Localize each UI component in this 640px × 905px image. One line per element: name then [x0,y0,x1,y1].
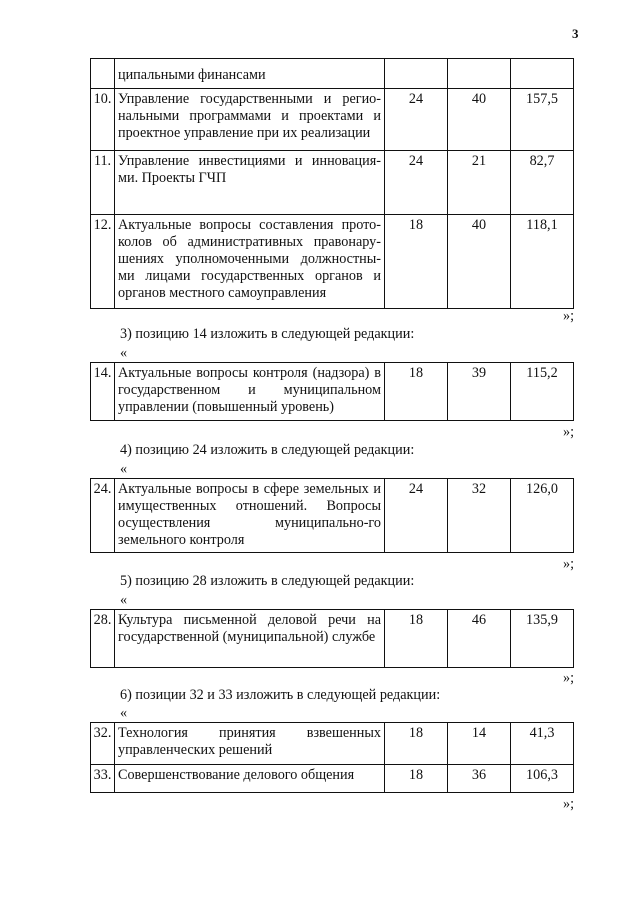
table-row [91,151,574,215]
row-hours [385,59,448,89]
row-number: 11. [91,151,115,215]
instruction-text: 3) позицию 14 изложить в следующей редакции: [120,326,415,342]
row-hours: 18 [385,610,448,668]
row-number: 28. [91,610,115,668]
closing-quote: »; [563,670,575,686]
row-title: Культура письменной деловой речи на государственной (муниципальной) службе [115,610,385,668]
row-title: ципальными финансами [115,59,385,89]
row-cost: 118,1 [511,215,574,309]
closing-quote: »; [563,556,575,572]
opening-quote: « [120,592,128,608]
row-title: Технология принятия взвешенных управленческих решений [115,723,385,765]
row-hours: 18 [385,765,448,793]
table-row [91,59,574,89]
row-title: Совершенствование делового общения [115,765,385,793]
row-count: 21 [448,151,511,215]
row-title: Актуальные вопросы составления прото-колов об административных правонару-шениях уполномоченными должностны-ми лицами государственных органов и органов местного самоуправления [115,215,385,309]
positions-table-1 [90,58,574,309]
row-count: 14 [448,723,511,765]
row-hours: 24 [385,479,448,553]
closing-quote: »; [563,424,575,440]
row-cost: 82,7 [511,151,574,215]
row-cost: 41,3 [511,723,574,765]
row-title: Управление инвестициями и инновация-ми. Проекты ГЧП [115,151,385,215]
table-row [91,765,574,793]
table-row [91,479,574,553]
row-count: 39 [448,363,511,421]
row-count: 46 [448,610,511,668]
row-number: 14. [91,363,115,421]
closing-quote: »; [563,796,575,812]
row-cost: 126,0 [511,479,574,553]
instruction-text: 4) позицию 24 изложить в следующей редакции: [120,442,415,458]
row-count [448,59,511,89]
row-cost: 115,2 [511,363,574,421]
closing-quote: »; [563,308,575,324]
table-row [91,610,574,668]
opening-quote: « [120,461,128,477]
positions-table-5 [90,722,574,793]
table-row [91,89,574,151]
opening-quote: « [120,705,128,721]
row-number [91,59,115,89]
table-row [91,723,574,765]
row-number: 32. [91,723,115,765]
row-count: 40 [448,89,511,151]
row-hours: 18 [385,363,448,421]
opening-quote: « [120,345,128,361]
page-number: 3 [572,26,579,41]
row-cost: 106,3 [511,765,574,793]
row-number: 12. [91,215,115,309]
row-count: 36 [448,765,511,793]
row-hours: 18 [385,723,448,765]
table-row [91,363,574,421]
positions-table-3 [90,478,574,553]
row-cost [511,59,574,89]
instruction-text: 5) позицию 28 изложить в следующей редакции: [120,573,415,589]
row-title: Управление государственными и регио-нальными программами и проектами и проектное управление при их реализации [115,89,385,151]
row-cost: 157,5 [511,89,574,151]
row-hours: 24 [385,89,448,151]
row-count: 40 [448,215,511,309]
row-number: 10. [91,89,115,151]
row-count: 32 [448,479,511,553]
row-number: 33. [91,765,115,793]
row-hours: 24 [385,151,448,215]
row-title: Актуальные вопросы в сфере земельных и имущественных отношений. Вопросы осуществления муниципально-го земельного контроля [115,479,385,553]
table-row [91,215,574,309]
row-cost: 135,9 [511,610,574,668]
positions-table-4 [90,609,574,668]
row-number: 24. [91,479,115,553]
positions-table-2 [90,362,574,421]
instruction-text: 6) позиции 32 и 33 изложить в следующей редакции: [120,687,441,703]
row-title: Актуальные вопросы контроля (надзора) в государственном и муниципальном управлении (повышенный уровень) [115,363,385,421]
row-hours: 18 [385,215,448,309]
